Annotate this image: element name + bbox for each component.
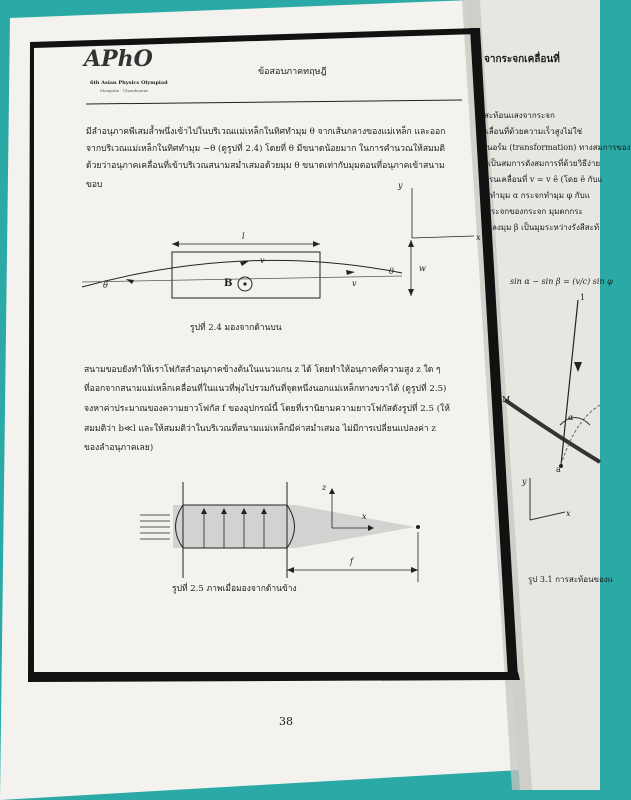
paragraph-2-line-5: ของลำอนุภาคเลย) <box>84 443 154 453</box>
paragraph-2-line-1: สนามขอบยังทำให้เราโฟกัสลำอนุภาคข้างต้นในแนวแกน z ได้ โดยทำให้อนุภาคที่ความสูง z ใด ๆ <box>84 365 441 375</box>
right-page-line-1: สะท้อนแสงจากระจก <box>484 111 555 120</box>
logo <box>84 48 153 70</box>
fig25-label-f: f <box>350 557 353 566</box>
right-fig-label-x: x <box>566 509 571 518</box>
paragraph-2-line-3: จงหาค่าประมาณของความยาวโฟกัส f ของอุปกรณ์นี้ โดยที่เรานิยามความยาวโฟกัสดังรูปที่ 2.5 (ให้ <box>84 404 450 414</box>
fig24-label-w: w <box>419 264 426 273</box>
fig24-label-theta-left: θ <box>103 281 108 290</box>
logo-subtitle: 6th Asian Physics Olympiad <box>90 80 168 86</box>
logo-word: APhO <box>84 46 153 72</box>
right-page-heading: จากระจกเคลื่อนที่ <box>484 54 560 65</box>
right-fig-label-M: M <box>502 395 511 404</box>
right-fig-label-1: 1 <box>580 293 586 302</box>
right-page-line-6: ทำมุม α กระจกทำมุม φ กับแ <box>490 191 590 200</box>
page-header-title: ข้อสอบภาคทฤษฎี <box>258 67 327 77</box>
right-page-line-5: รนเคลื่อนที่ v = v ê (โดย ê กับแ <box>489 175 603 184</box>
right-page-equation: sin α − sin β = (v/c) sin φ <box>510 277 613 286</box>
paragraph-1-line-2: จากบริเวณแม่เหล็กในทิศทำมุม −θ (ดูรูปที่ 2.4) โดยที่ θ มีขนาดน้อยมาก ในการคำนวณให้สมมติ <box>86 144 445 154</box>
focal-point <box>416 525 420 529</box>
paragraph-1-line-3: ด้วยว่าอนุภาคเคลื่อนที่เข้าบริเวณสนามสม่ำเสมอด้วยมุม θ ขนาดเท่ากับมุมตอนที่อนุภาคเข้าสนาม <box>86 161 445 171</box>
fig25-label-z: z <box>322 483 327 492</box>
fig24-label-v-top: v <box>260 256 265 265</box>
right-fig-label-y: y <box>522 477 527 486</box>
fig24-label-y: y <box>398 181 403 190</box>
figure-2-4-caption: รูปที่ 2.4 มองจากด้านบน <box>190 323 282 333</box>
fig24-label-theta-right: θ <box>389 267 394 276</box>
right-page-line-3: นอร์ม (transformation) ทางสมการของ <box>487 143 631 152</box>
fig25-label-x: x <box>362 512 367 521</box>
right-page-line-4: เป็นสมการดังสมการที่ด้วยวิธีง่าย <box>488 159 601 168</box>
right-fig-label-alpha: α <box>568 413 574 422</box>
right-page-line-8: ลงมุม β เป็นมุมระหว่างรังสีสะท้ <box>492 223 600 232</box>
right-page-caption: รูป 3.1 การสะท้อนของแ <box>528 575 613 584</box>
logo-place: Mongolia · Ulaanbaatar <box>100 88 149 93</box>
fig24-label-l: l <box>242 232 245 241</box>
fig24-label-x: x <box>476 233 481 242</box>
paragraph-1-line-1: มีลำอนุภาคพีเสมล้ำพนึ่งเข้าไปในบริเวณแม่เหล็กในทิศทำมุม θ จากเส้นกลางของแม่เหล็ก และออก <box>86 127 446 137</box>
right-page-line-2: เลื่อนที่ด้วยความเร็วสูงไม่ใช่ <box>486 127 583 136</box>
fig24-label-B: B <box>224 278 233 289</box>
paragraph-2-line-4: สมมติว่า b≪l และให้สมมติว่าในบริเวณที่สนามแม่เหล็กมีค่าสม่ำเสมอ ไม่มีการเปลี่ยนแปลงค่า z <box>84 424 436 434</box>
right-fig-label-a: a <box>556 465 561 474</box>
right-page-line-7: ระจกของกระจก มุมตกกระ <box>491 207 583 216</box>
fig24-label-v-right: v <box>352 279 357 288</box>
paragraph-2-line-2: ที่ออกจากสนามแม่เหล็กเคลื่อนที่ในแนวที่พุ่งไปรวมกันที่จุดหนึ่งนอกแม่เหล็กทางขวาได้ (ดูรูปที่ 2.5) <box>84 384 447 394</box>
figure-2-5-caption: รูปที่ 2.5 ภาพเมื่อมองจากด้านข้าง <box>172 584 297 594</box>
page-number: 38 <box>279 715 293 728</box>
paragraph-1-line-4: ขอบ <box>86 180 103 190</box>
